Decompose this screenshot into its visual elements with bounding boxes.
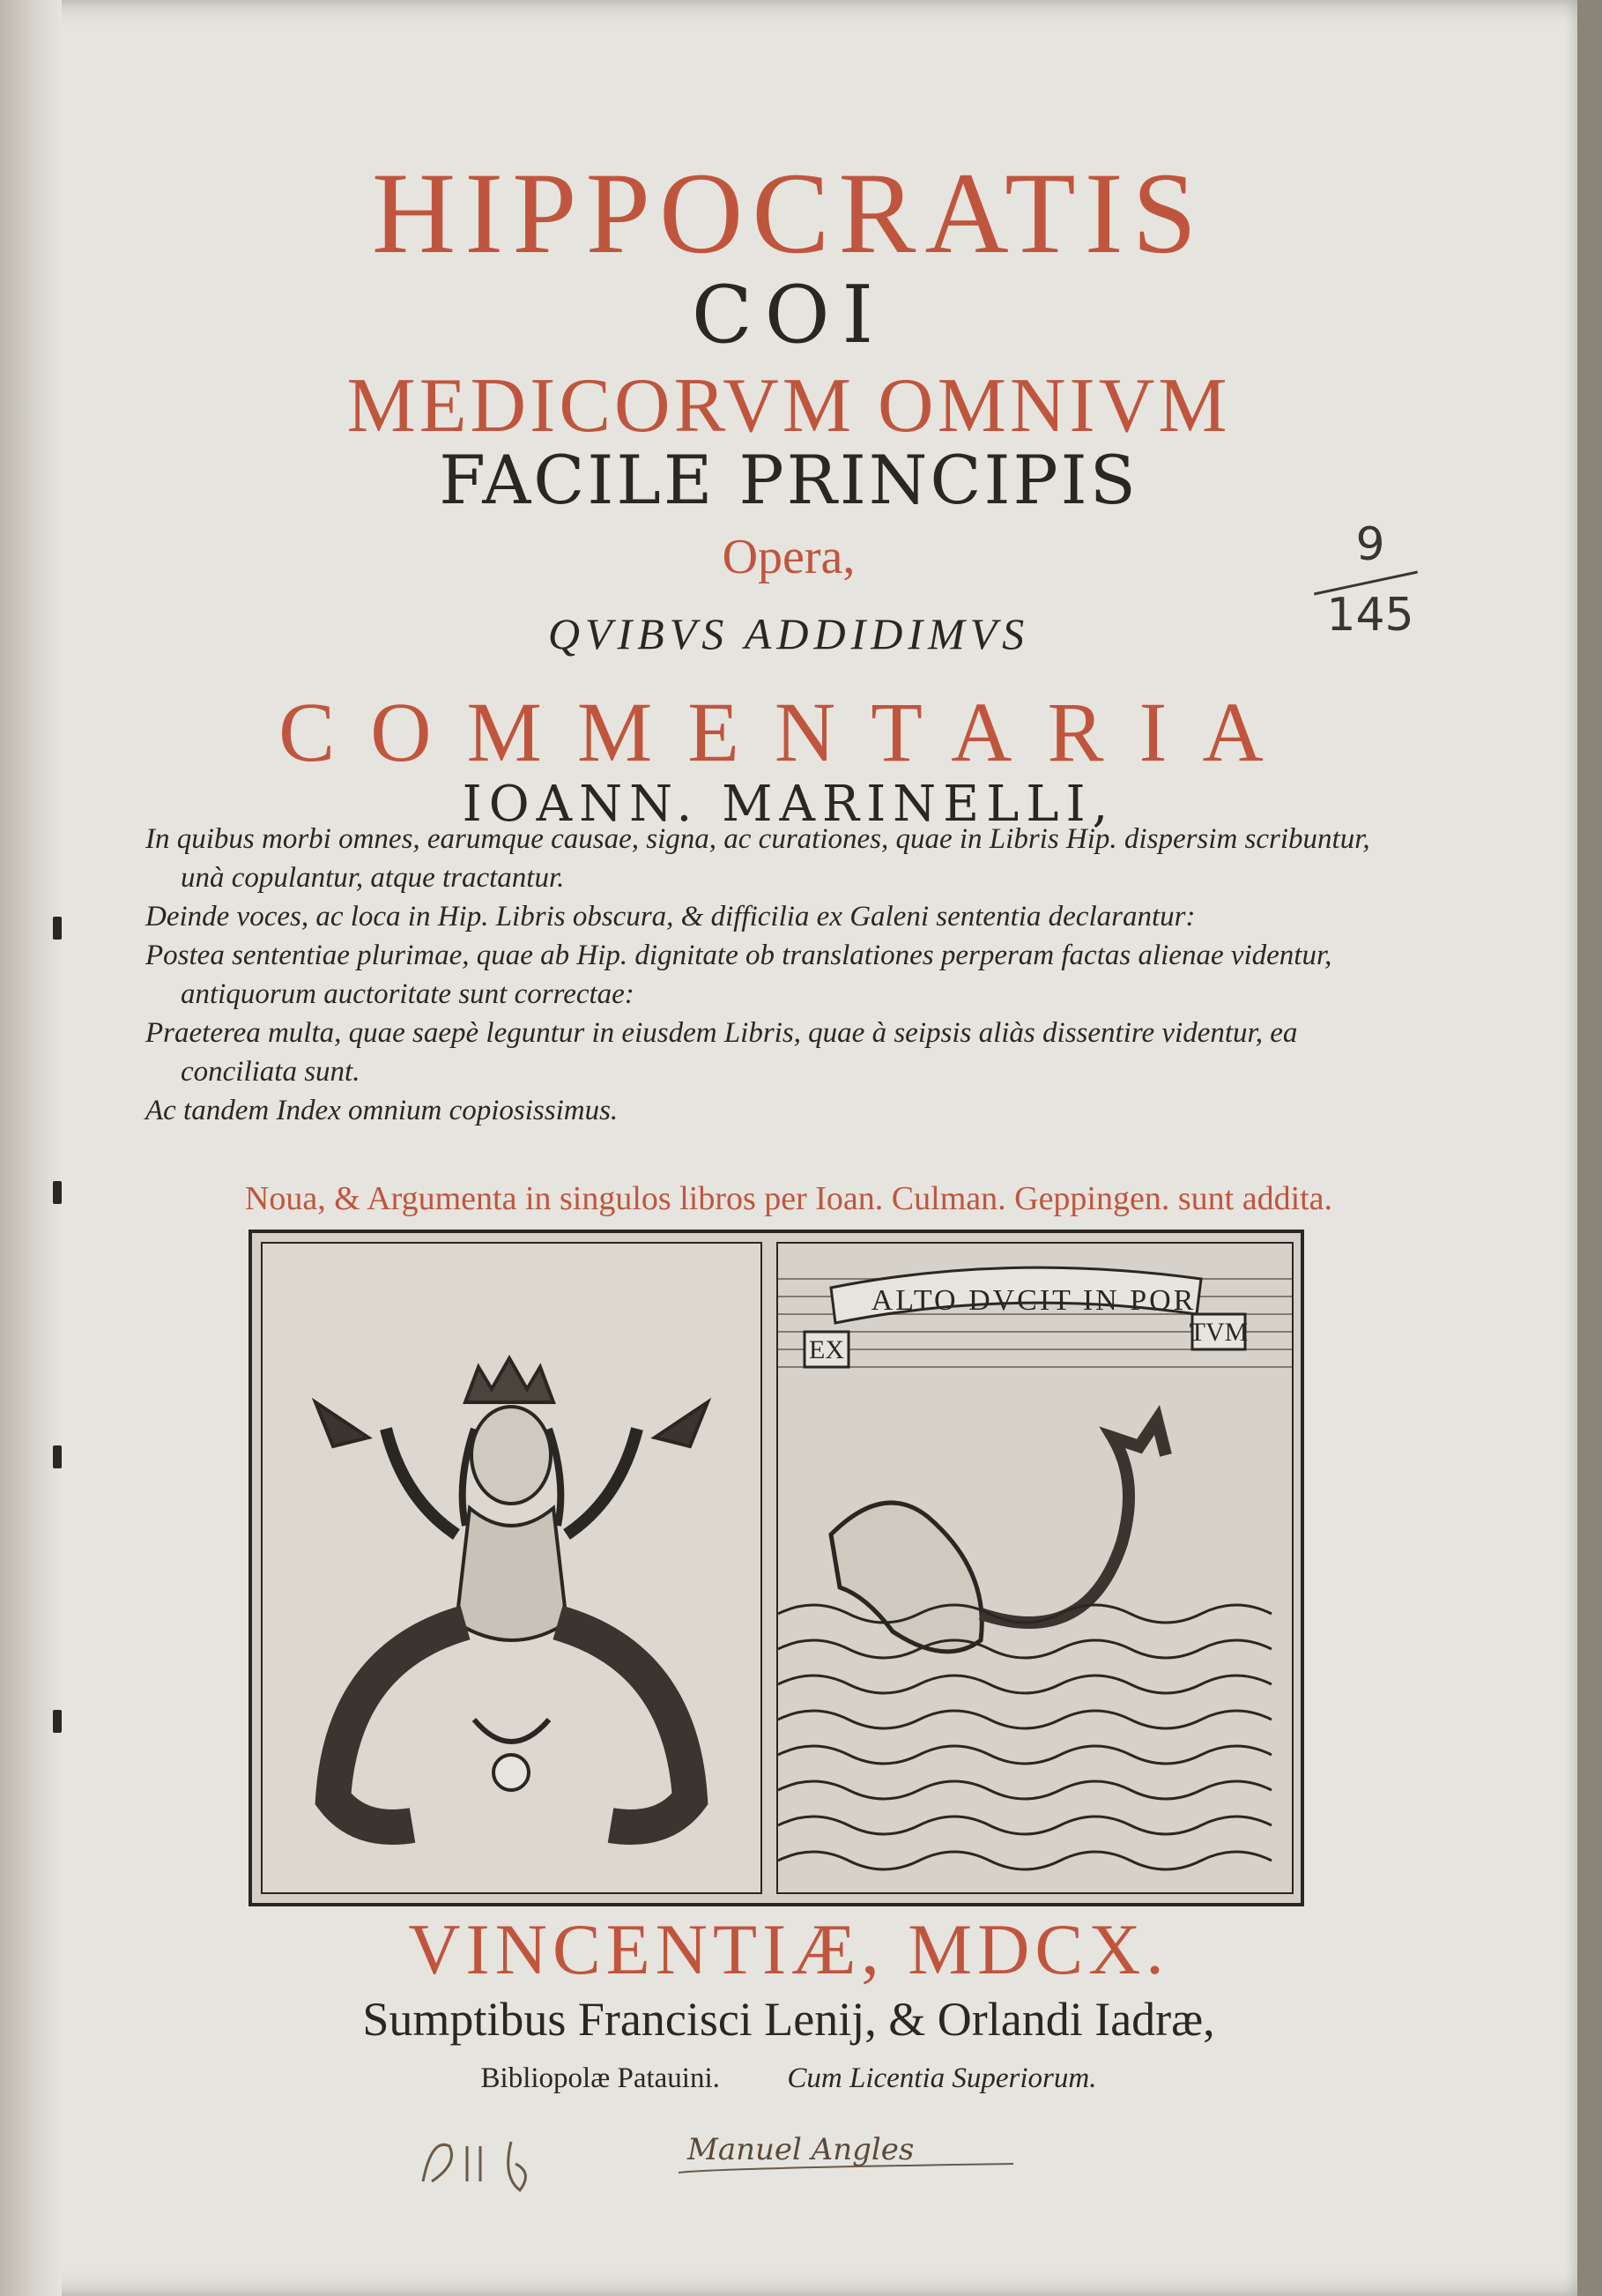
description-paragraph: In quibus morbi omnes, earumque causae, signa, ac curationes, quae in Libris Hip. dispersim scribuntur, unà copulantur, atque tractantur. [145,823,1370,894]
banner-top-text: ALTO DVCIT IN POR [871,1284,1197,1317]
title-opera: Opera, [722,530,856,584]
imprint-license: Cum Licentia Superiorum. [787,2062,1097,2094]
title-commentaria: COMMENTARIA [278,685,1299,779]
siren-woodcut [261,1242,762,1894]
description-paragraph: Ac tandem Index omnium copiosissimus. [145,1095,619,1126]
binding-hole [53,917,62,940]
siren-image [263,1244,760,1892]
dolphin-image [778,1244,1292,1892]
banner-right-text: TVM [1189,1318,1249,1347]
title-author: IOANN. MARINELLI, [462,776,1116,833]
title-hippocratis: HIPPOCRATIS [371,148,1206,278]
banner-left-text: EX [809,1335,844,1364]
title-quibus-addidimus: QVIBVS ADDIDIMVS [547,609,1030,658]
imprint-booksellers: Bibliopolæ Patauini. [480,2062,720,2094]
signature-image [414,2120,1031,2199]
woodcut-frame [248,1230,1304,1906]
title-medicorum: MEDICORVM OMNIVM [346,363,1231,449]
imprint-booksellers-license [0,2062,1577,2095]
title-coi: COI [691,269,886,361]
handwritten-signature [414,2120,1031,2199]
description-paragraph: Postea sententiae plurimae, quae ab Hip. dignitate ob translationes perperam factas alienae videntur, antiquorum auctoritate sunt correctae: [145,940,1332,1010]
signature-text: Manuel Angles [687,2132,915,2167]
imprint-place-date: VINCENTIÆ, MDCX. [408,1909,1169,1989]
title-facile-principis: FACILE PRINCIPIS [439,441,1138,519]
dolphin-woodcut [776,1242,1294,1894]
addita-line: Noua, & Argumenta in singulos libros per Ioan. Culman. Geppingen. sunt addita. [244,1180,1333,1217]
binding-hole [53,1445,62,1468]
imprint-publishers: Sumptibus Francisci Lenij, & Orlandi Iadræ, [362,1993,1215,2046]
shelf-mark-bottom: 145 [1326,589,1414,642]
description-block [145,820,1405,1130]
description-paragraph: Deinde voces, ac loca in Hip. Libris obscura, & difficilia ex Galeni sententia declarantur: [145,901,1196,933]
description-paragraph: Praeterea multa, quae saepè leguntur in eiusdem Libris, quae à seipsis aliàs dissentire videntur, ea conciliata sunt. [145,1017,1298,1088]
binding-hole [53,1710,62,1733]
shelf-mark-top: 9 [1355,518,1385,571]
shelf-mark [1304,520,1436,652]
